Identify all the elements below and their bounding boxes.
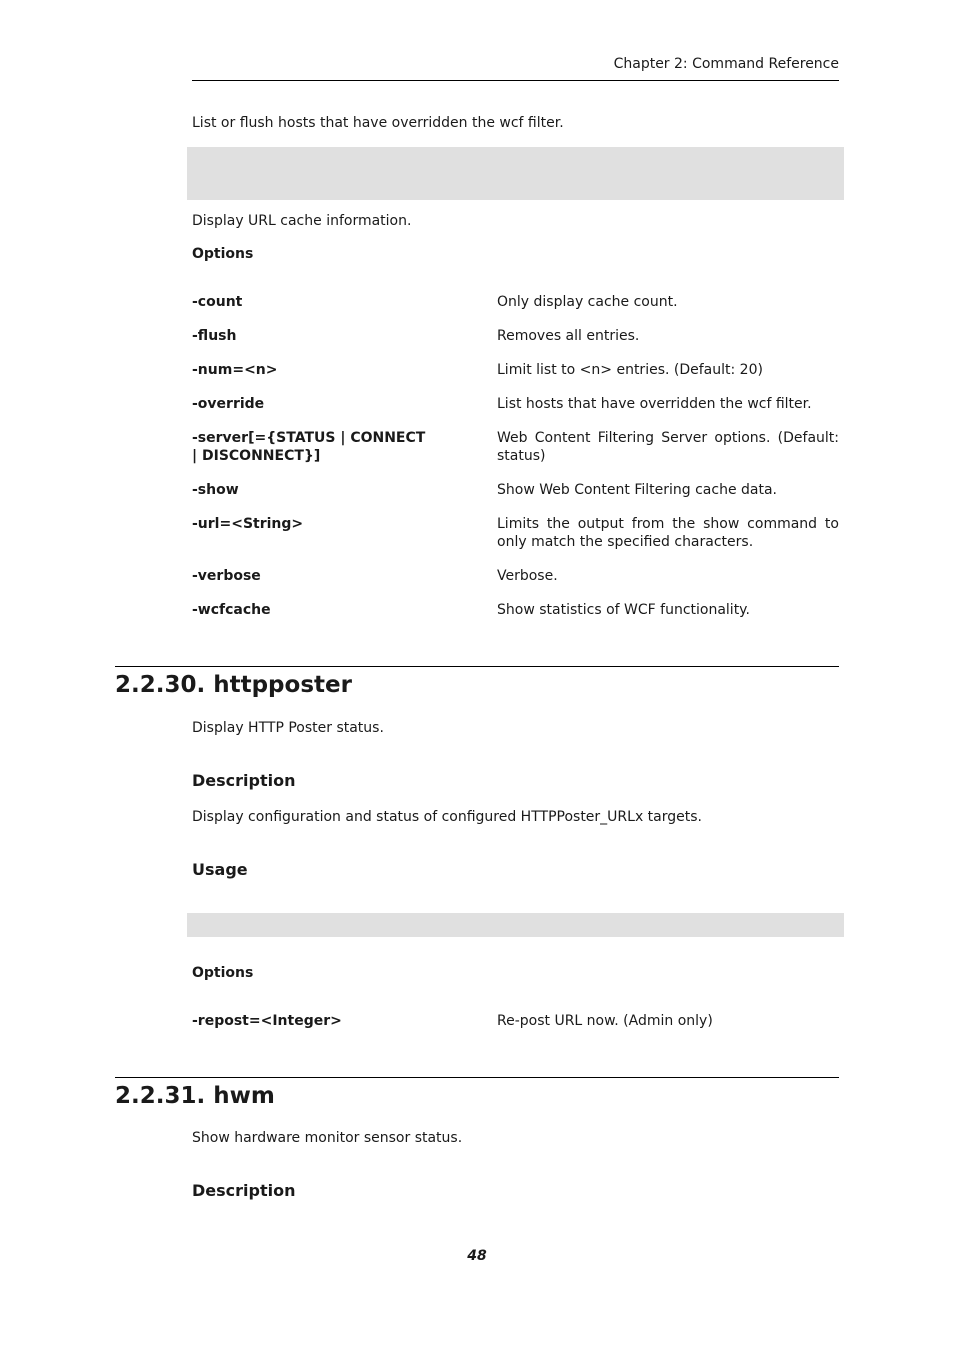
option-description: Removes all entries. bbox=[497, 328, 640, 344]
usage-heading: Usage bbox=[192, 860, 248, 879]
description-heading: Description bbox=[192, 771, 296, 790]
httpposter-description: Display configuration and status of configured HTTPPoster_URLx targets. bbox=[192, 809, 702, 825]
option-name: -count bbox=[192, 294, 243, 310]
option-name: -repost=<Integer> bbox=[192, 1013, 342, 1029]
option-description: Show statistics of WCF functionality. bbox=[497, 602, 750, 618]
option-name: -num=<n> bbox=[192, 362, 278, 378]
option-description: Only display cache count. bbox=[497, 294, 678, 310]
section-title-hwm: 2.2.31. hwm bbox=[115, 1083, 275, 1109]
option-description: Verbose. bbox=[497, 568, 558, 584]
code-block bbox=[187, 147, 844, 200]
description-heading: Description bbox=[192, 1181, 296, 1200]
option-description: List hosts that have overridden the wcf filter. bbox=[497, 396, 812, 412]
option-description: Show Web Content Filtering cache data. bbox=[497, 482, 777, 498]
option-name: -server[={STATUS | CONNECT | DISCONNECT}] bbox=[192, 430, 426, 464]
wcf-override-description: List or flush hosts that have overridden the wcf filter. bbox=[192, 115, 564, 131]
chapter-header: Chapter 2: Command Reference bbox=[613, 56, 839, 72]
url-cache-description: Display URL cache information. bbox=[192, 213, 412, 229]
section-title-httpposter: 2.2.30. httpposter bbox=[115, 672, 352, 698]
option-description: Limits the output from the show command to only match the specified characters. bbox=[497, 516, 839, 550]
option-description: Re-post URL now. (Admin only) bbox=[497, 1013, 713, 1029]
options-heading: Options bbox=[192, 246, 254, 262]
option-name: -flush bbox=[192, 328, 237, 344]
section-rule bbox=[115, 666, 839, 667]
usage-code-block bbox=[187, 913, 844, 937]
option-description: Limit list to <n> entries. (Default: 20) bbox=[497, 362, 763, 378]
option-name: -show bbox=[192, 482, 239, 498]
option-name: -verbose bbox=[192, 568, 261, 584]
httpposter-summary: Display HTTP Poster status. bbox=[192, 720, 384, 736]
page-number: 48 bbox=[467, 1248, 487, 1264]
options-heading: Options bbox=[192, 965, 254, 981]
header-rule bbox=[192, 80, 839, 81]
hwm-summary: Show hardware monitor sensor status. bbox=[192, 1130, 463, 1146]
option-description: Web Content Filtering Server options. (Default: status) bbox=[497, 430, 839, 464]
section-rule bbox=[115, 1077, 839, 1078]
option-name: -override bbox=[192, 396, 265, 412]
option-name: -wcfcache bbox=[192, 602, 271, 618]
option-name: -url=<String> bbox=[192, 516, 304, 532]
